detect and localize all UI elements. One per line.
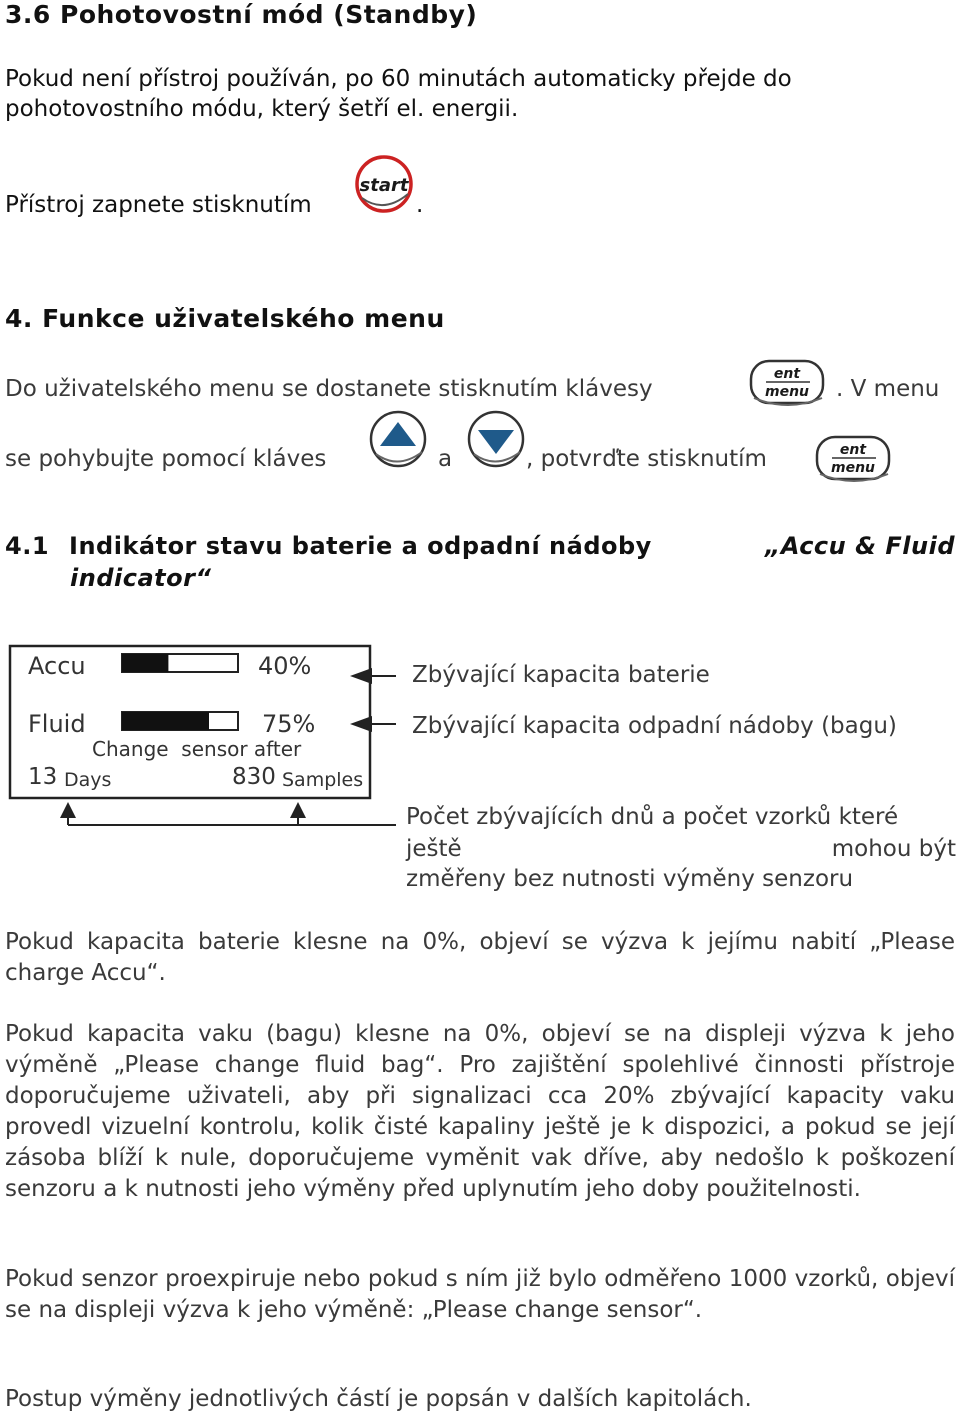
- samples-number: 830: [232, 764, 276, 790]
- fluid-label: Fluid: [28, 710, 86, 738]
- ent-menu-button-icon-2: [814, 434, 894, 486]
- accu-percent: 40%: [258, 652, 312, 680]
- remaining-annotation-line-3: změřeny bez nutnosti výměny senzoru: [406, 866, 854, 892]
- start-button-label: start: [359, 175, 409, 196]
- menu-line-1-end: . V menu: [836, 376, 940, 402]
- accu-label: Accu: [28, 652, 86, 680]
- section-4-1-number: 4.1: [5, 532, 50, 560]
- start-instruction-text: Přístroj zapnete stisknutím: [5, 192, 312, 218]
- svg-text:menu: menu: [830, 460, 876, 476]
- menu-line-2-confirm: , potvrďte stisknutím: [526, 446, 767, 472]
- menu-line-2-and: a: [438, 446, 453, 472]
- battery-annotation: Zbývající kapacita baterie: [412, 662, 710, 688]
- days-label: Days: [64, 769, 112, 791]
- menu-line-1: Do uživatelského menu se dostanete stisknutím klávesy: [5, 376, 653, 402]
- ent-menu-button-icon: [748, 358, 828, 410]
- section-4-1-title: Indikátor stavu baterie a odpadní nádoby: [69, 532, 652, 560]
- accu-arrow-head: [350, 668, 372, 684]
- standby-line-1: Pokud není přístroj používán, po 60 minutách automaticky přejde do: [5, 66, 792, 92]
- days-arrow-head: [60, 802, 76, 818]
- start-instruction-period: .: [416, 192, 424, 218]
- paragraph-charge-accu: Pokud kapacita baterie klesne na 0%, objeví se výzva k jejímu nabití „Please charge Accu“.: [5, 929, 955, 986]
- standby-line-2: pohotovostního módu, který šetří el. energii.: [5, 96, 519, 122]
- paragraph-change-sensor: Pokud senzor proexpiruje nebo pokud s ním již bylo odměřeno 1000 vzorků, objeví se na displeji výzva k jeho výměně: „Please change sensor“.: [5, 1266, 955, 1323]
- section-3-6-heading: 3.6 Pohotovostní mód (Standby): [5, 0, 478, 29]
- svg-text:ent: ent: [773, 366, 801, 382]
- up-arrow-button-icon: [366, 410, 430, 470]
- samples-arrow-head: [290, 802, 306, 818]
- samples-label: Samples: [282, 769, 364, 791]
- section-4-1-heading: [5, 532, 955, 560]
- svg-text:ent: ent: [839, 442, 867, 458]
- fluid-percent: 75%: [262, 710, 316, 738]
- fluid-arrow-head: [350, 716, 372, 732]
- svg-text:menu: menu: [764, 384, 810, 400]
- change-sensor-text: Change sensor after: [92, 737, 302, 761]
- section-4-1-quote: „Accu & Fluid: [764, 532, 955, 560]
- menu-line-2: se pohybujte pomocí kláves: [5, 446, 327, 472]
- paragraph-change-bag: Pokud kapacita vaku (bagu) klesne na 0%, objeví se na displeji výzva k jeho výměně „Please change fluid bag“. Pro zajištění spolehlivé činnosti přístroje doporučujeme uživateli, aby při signalizaci cca 20% zbývající kapacity vaku provedl vizuelní kontrolu, kolik čisté kapaliny ještě je k dispozici, a pokud se její zásoba blíží k nule, doporučujeme vyměnit vak dříve, aby nedošlo k poškození senzoru a k nutnosti jeho výměny před uplynutím jeho doby použitelnosti.: [5, 1021, 955, 1202]
- fluid-annotation: Zbývající kapacita odpadní nádoby (bagu): [412, 713, 897, 739]
- remaining-annotation-line-1: Počet zbývajících dnů a počet vzorků které: [406, 804, 899, 830]
- down-arrow-button-icon: [464, 410, 528, 470]
- paragraph-procedure: Postup výměny jednotlivých částí je popsán v dalších kapitolách.: [5, 1386, 752, 1412]
- start-button-icon: [352, 154, 416, 214]
- section-4-1-heading-line-2: indicator“: [70, 564, 212, 592]
- section-4-heading: 4. Funkce uživatelského menu: [5, 304, 445, 333]
- days-number: 13: [28, 764, 58, 790]
- remaining-annotation-line-2: ještě mohou být: [406, 836, 956, 862]
